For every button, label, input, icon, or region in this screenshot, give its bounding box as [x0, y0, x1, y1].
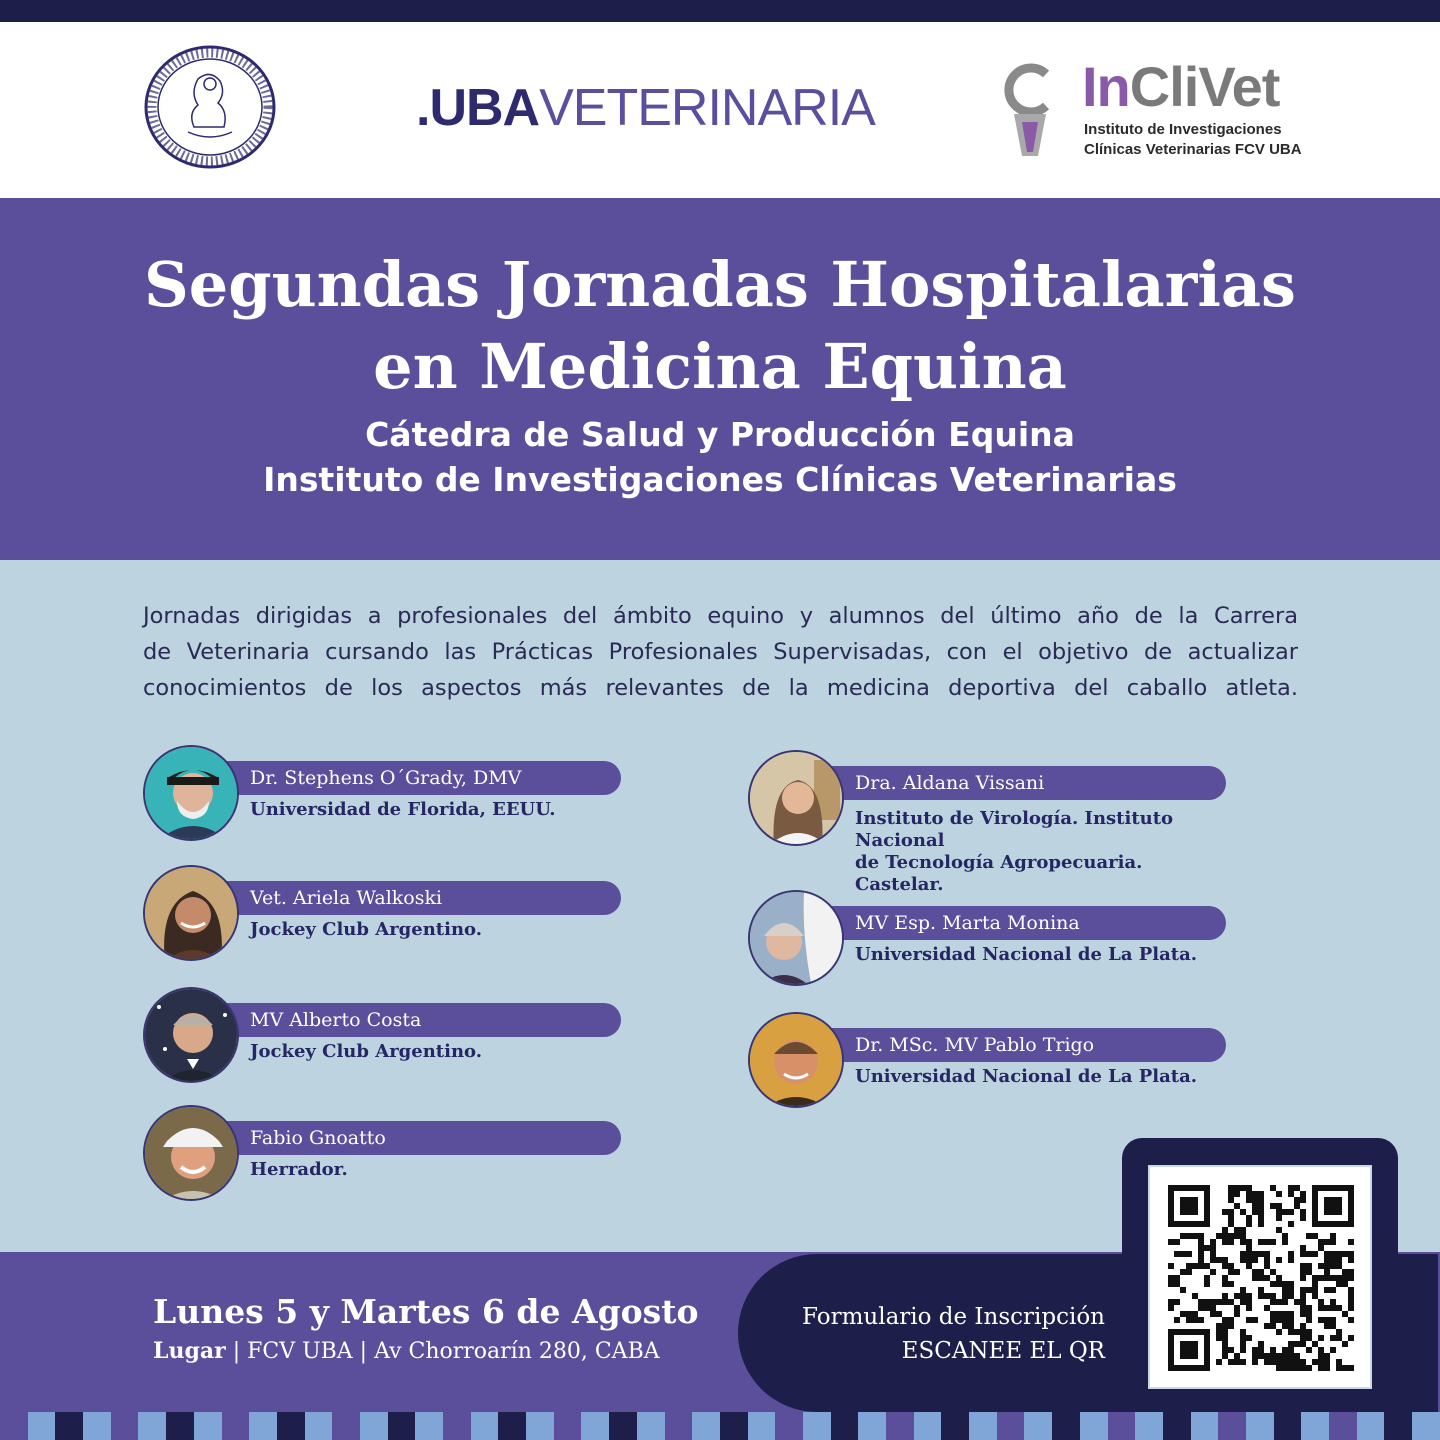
speaker-name: Fabio Gnoatto	[250, 1127, 386, 1149]
inclivet-subtitle	[1084, 120, 1302, 160]
speaker-photo	[748, 750, 844, 846]
checker-square	[997, 1412, 1025, 1440]
checker-square	[1246, 1412, 1274, 1440]
event-subtitle-line-1: Cátedra de Salud y Producción Equina	[365, 415, 1075, 454]
checker-square	[1357, 1412, 1385, 1440]
checker-square	[498, 1412, 526, 1440]
checker-square	[471, 1412, 499, 1440]
checker-square	[941, 1412, 969, 1440]
checker-square	[360, 1412, 388, 1440]
intro-line-1: Jornadas dirigidas a profesionales del ámbito equino y alumnos del último año de la Carrera	[143, 603, 1298, 629]
checker-square	[277, 1412, 305, 1440]
uba-seal-logo	[143, 44, 277, 170]
checker-square	[886, 1412, 914, 1440]
intro-line-2: de Veterinaria cursando las Prácticas Profesionales Supervisadas, con el objetivo de actualizar	[143, 639, 1298, 665]
checker-pattern-footer	[0, 1412, 1440, 1440]
checker-square	[969, 1412, 997, 1440]
speaker-name: Dr. Stephens O´Grady, DMV	[250, 767, 522, 789]
checker-square	[748, 1412, 776, 1440]
checker-square	[637, 1412, 665, 1440]
checker-square	[858, 1412, 886, 1440]
uba-veterinaria-logo: .UBAVETERINARIA	[416, 79, 875, 137]
speaker-name: MV Alberto Costa	[250, 1009, 422, 1031]
checker-square	[1329, 1412, 1357, 1440]
inclivet-subtitle-line-1: Instituto de Investigaciones	[1084, 121, 1282, 138]
event-title	[0, 244, 1440, 408]
checker-square	[1024, 1412, 1052, 1440]
checker-square	[1135, 1412, 1163, 1440]
speaker-affiliation: Universidad Nacional de La Plata.	[855, 1066, 1198, 1087]
speaker-affiliation: Universidad de Florida, EEUU.	[250, 799, 556, 820]
place-label: Lugar	[153, 1338, 226, 1364]
checker-square	[609, 1412, 637, 1440]
top-stripe	[0, 0, 1440, 22]
speaker-affiliation-line-1: Instituto de Virología. Instituto Nacional	[855, 808, 1174, 851]
checker-square	[28, 1412, 56, 1440]
intro-line-3: conocimientos de los aspectos más relevantes de la medicina deportiva del caballo atleta.	[143, 675, 1298, 701]
speaker-photo	[143, 987, 239, 1083]
speaker-photo	[748, 1012, 844, 1108]
event-place	[153, 1336, 660, 1367]
title-band	[0, 198, 1440, 560]
speaker-name: Dra. Aldana Vissani	[855, 772, 1045, 794]
intro-paragraph	[143, 598, 1298, 706]
checker-square	[581, 1412, 609, 1440]
checker-square	[305, 1412, 333, 1440]
speaker-affiliation	[855, 808, 1226, 896]
speaker-name: Vet. Ariela Walkoski	[250, 887, 443, 909]
place-venue: FCV UBA	[247, 1339, 353, 1364]
checker-square	[1108, 1412, 1136, 1440]
event-dates: Lunes 5 y Martes 6 de Agosto	[153, 1292, 699, 1331]
checker-square	[0, 1412, 28, 1440]
scan-qr-label: ESCANEE EL QR	[901, 1338, 1105, 1364]
checker-square	[194, 1412, 222, 1440]
checker-square	[388, 1412, 416, 1440]
speaker-photo	[748, 890, 844, 986]
speaker-photo	[143, 745, 239, 841]
checker-square	[692, 1412, 720, 1440]
speaker-affiliation: Universidad Nacional de La Plata.	[855, 944, 1198, 965]
checker-square	[1412, 1412, 1440, 1440]
speaker-card	[748, 750, 1226, 895]
speaker-affiliation-line-2: de Tecnología Agropecuaria. Castelar.	[855, 852, 1143, 895]
checker-square	[222, 1412, 250, 1440]
checker-square	[166, 1412, 194, 1440]
checker-square	[1052, 1412, 1080, 1440]
checker-square	[1163, 1412, 1191, 1440]
checker-square	[803, 1412, 831, 1440]
speaker-name: MV Esp. Marta Monina	[855, 912, 1080, 934]
checker-square	[111, 1412, 139, 1440]
event-title-line-1: Segundas Jornadas Hospitalarias	[144, 248, 1296, 321]
inclivet-mark-logo	[1000, 60, 1060, 160]
checker-square	[1218, 1412, 1246, 1440]
event-subtitle-line-2: Instituto de Investigaciones Clínicas Veterinarias	[263, 460, 1177, 499]
event-subtitle	[0, 412, 1440, 502]
speaker-affiliation: Jockey Club Argentino.	[250, 1041, 483, 1062]
speaker-affiliation: Jockey Club Argentino.	[250, 919, 483, 940]
speaker-card	[143, 1105, 621, 1205]
speaker-photo	[143, 865, 239, 961]
checker-square	[914, 1412, 942, 1440]
checker-square	[415, 1412, 443, 1440]
checker-square	[1191, 1412, 1219, 1440]
speaker-name: Dr. MSc. MV Pablo Trigo	[855, 1034, 1095, 1056]
checker-square	[665, 1412, 693, 1440]
checker-square	[138, 1412, 166, 1440]
speaker-card	[143, 745, 621, 845]
speaker-affiliation: Herrador.	[250, 1159, 348, 1180]
speaker-card	[748, 1012, 1226, 1112]
checker-square	[55, 1412, 83, 1440]
registration-form-label: Formulario de Inscripción	[802, 1304, 1105, 1330]
inclivet-subtitle-line-2: Clínicas Veterinarias FCV UBA	[1084, 141, 1302, 158]
checker-square	[554, 1412, 582, 1440]
inclivet-wordmark: InCliVet	[1082, 55, 1280, 118]
speaker-card	[143, 987, 621, 1087]
place-address: Av Chorroarín 280, CABA	[374, 1339, 660, 1364]
checker-square	[83, 1412, 111, 1440]
checker-square	[831, 1412, 859, 1440]
event-title-line-2: en Medicina Equina	[373, 330, 1067, 403]
qr-code-icon	[1168, 1185, 1354, 1371]
checker-square	[1080, 1412, 1108, 1440]
place-separator-2: |	[352, 1339, 375, 1364]
speaker-card	[748, 890, 1226, 990]
registration-text	[760, 1300, 1105, 1368]
checker-square	[332, 1412, 360, 1440]
checker-square	[720, 1412, 748, 1440]
checker-square	[1301, 1412, 1329, 1440]
speaker-card	[143, 865, 621, 965]
checker-square	[443, 1412, 471, 1440]
checker-square	[526, 1412, 554, 1440]
speaker-photo	[143, 1105, 239, 1201]
checker-square	[775, 1412, 803, 1440]
place-separator-1: |	[225, 1339, 248, 1364]
checker-square	[1384, 1412, 1412, 1440]
checker-square	[249, 1412, 277, 1440]
registration-qr-code[interactable]	[1148, 1165, 1372, 1389]
checker-square	[1274, 1412, 1302, 1440]
